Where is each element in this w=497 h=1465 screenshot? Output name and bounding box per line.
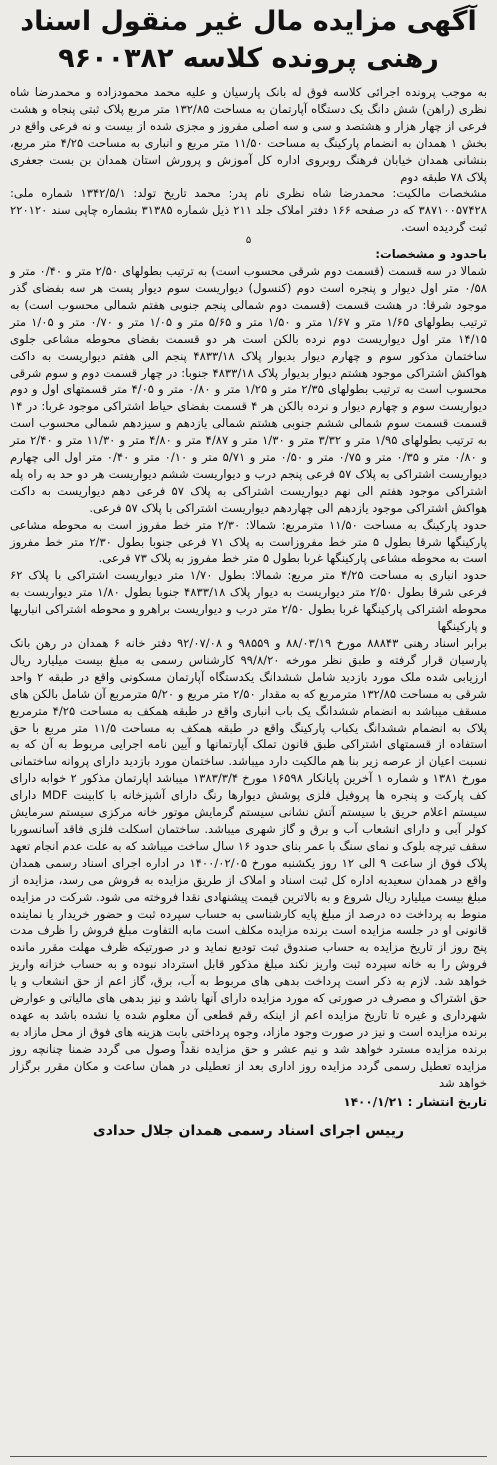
owner-specifications: مشخصات مالکیت: محمدرضا شاه نظری نام پدر: محمد تاریخ تولد: ۱۳۴۲/۵/۱ شماره ملی: ۳۸۷۱۰۰۵۷۴۲۸ که در صفحه ۱۶۶ دفتر املاک جلد ۲۱۱ ذیل شماره ۳۱۳۸۵ بشماره چاپی سند ۲۲۰۱۲۰ ثبت گردیده است. bbox=[10, 186, 487, 235]
boundaries-text: شمالا در سه قسمت (قسمت دوم شرقی محسوب است) به ترتیب بطولهای ۲/۵۰ متر و ۰/۴۰ متر و ۰/۵۸ متر اول دیوار و پنجره است دوم (کنسول) دیواریست سوم دیوار پست هر سه بفضای گذر موجود شرقا: در هشت قسمت (قسمت دوم شمالی پنجم جنوبی هفتم شمالی محسوب است) به ترتیب بطولهای ۱/۶۵ متر و ۱/۶۷ متر و ۱/۵۰ متر و ۵/۶۵ متر و ۱/۰۵ متر و ۰/۷۰ متر و ۱/۰۵ متر ۱۴/۱۵ متر اول دیواریست دوم نرده بالکن است هر دو قسمت بفضای محوطه مشاعی جلوی ساختمان مذکور سوم و چهارم دیوار بدیوار پلاک ۴۸۳۳/۱۸ پنجم الی هفتم دیواریست به داکت هواکش اشتراکی موجود هشتم دیوار بدیوار پلاک ۴۸۳۳/۱۸ جنوبا: در چهار قسمت دوم و سوم شرقی محسوب است به ترتیب بطولهای ۲/۳۵ متر و ۱/۲۵ متر و ۰/۸۰ متر و ۴/۰۵ متر قسمتهای اول و دوم دیواریست سوم و چهارم دیوار و نرده بالکن هر ۴ قسمت بفضای حیاط اشتراکی موجود غربا: در ۱۴ قسمت قسمت سوم شمالی ششم جنوبی هشتم شمالی یازدهم و سیزدهم شمالی محسوب است به ترتیب بطولهای ۱/۹۵ متر و ۳/۳۲ متر و ۱/۳۰ متر و ۴/۸۷ متر و ۴/۸۰ متر و ۱۱/۳۰ متر و ۲/۴۰ متر و ۰/۸۰ متر و ۰/۳۵ متر و ۰/۷۵ متر و ۰/۵۰ متر و ۵/۷۱ متر و ۰/۱۰ متر و ۰/۴۰ متر اول الی چهارم دیواریست اشتراکی به پلاک ۵۷ فرعی پنجم درب و دیواریست ششم دیواریست هر دو حد به راه پله اشتراکی موجود هفتم الی نهم دیواریست اشتراکی به پلاک ۵۷ فرعی دهم دیواریست به داکت هواکش اشتراکی موجود یازدهم الی چهاردهم دیواریست اشتراکی با پلاک ۵۷ فرعی. bbox=[10, 264, 488, 515]
bottom-divider bbox=[10, 1456, 487, 1457]
case-number-title: رهنی پرونده کلاسه ۹۶۰۰۳۸۲ bbox=[58, 43, 439, 74]
boundaries-label: باحدود و مشخصات: bbox=[375, 247, 487, 262]
publish-label: تاریخ انتشار : bbox=[407, 1095, 487, 1110]
page-mark: ۵ bbox=[245, 235, 252, 247]
notice-title: آگهی مزایده مال غیر منقول اسناد bbox=[20, 6, 477, 37]
publish-date: ۱۴۰۰/۱/۲۱ bbox=[343, 1095, 404, 1110]
parking-boundaries: حدود پارکینگ به مساحت ۱۱/۵۰ مترمربع: شمالا: ۲/۳۰ متر خط مفروز است به محوطه مشاعی پارکینگها شرقا بطول ۵ متر خط مفروزاست به پلاک ۷۱ فرعی جنوبا بطول ۲/۳۰ متر خط مفروز است به محوطه مشاعی پارکینگها غربا بطول ۵ متر خط مفروز به پلاک ۷۳ فرعی. bbox=[10, 517, 488, 566]
publish-date-line bbox=[10, 1093, 487, 1111]
storage-boundaries: حدود انباری به مساحت ۴/۲۵ متر مربع: شمالا: بطول ۱/۷۰ متر دیواریست اشتراکی با پلاک ۶۲ فرعی شرقا بطول ۲/۵۰ متر دیواریست به دیوار پلاک ۴۸۳۳/۱۸ جنوبا بطول ۱/۸۰ متر دیواریست به محوطه اشتراکی پارکینگها غربا بطول ۲/۵۰ متر درب و دیواریست براهرو و محوطه اشتراکی انباریها و پارکینگها bbox=[10, 568, 488, 634]
signature-line: رییس اجرای اسناد رسمی همدان جلال حدادی bbox=[92, 1123, 405, 1140]
auction-details: برابر اسناد رهنی ۸۸۸۴۳ مورخ ۸۸/۰۳/۱۹ و ۹۸۵۵۹ و ۹۲/۰۷/۰۸ دفتر خانه ۶ همدان در رهن بانک پارسیان قرار گرفته و طبق نظر مورخه ۹۹/۸/۲۰ کارشناس رسمی به مبلغ بیست میلیارد ریال ارزیابی شده ملک مورد بازدید شامل ششدانگ یکدستگاه آپارتمان مسکونی واقع در طبقه ۲ واحد شرقی به مساحت ۱۳۲/۸۵ مترمربع که به مقدار ۲/۵۰ متر مربع و ۵/۲۰ مترمربع آن شامل بالکن های مسقف میباشد به انضمام ششدانگ یک باب انباری واقع در طبقه همکف به مساحت ۴/۲۵ مترمربع پلاک به انضمام ششدانگ یکباب پارکینگ واقع در طبقه همکف به مساحت ۱۱/۵ متر مربع با حق استفاده از قسمتهای اشتراکی طبق قانون تملک آپارتمانها و آیین نامه اجرایی مربوط به آن که به نسبت اعیان از عرصه زیر بنا هم مالکیت دارد میباشد. ساختمان مورد بازدید دارای پروانه ساختمانی مورخ ۱۳۸۱ و شماره ۱ آخرین پایانکار ۱۶۵۹۸ مورخ ۱۳۸۳/۳/۴ میباشد اپارتمان مذکور ۲ خوابه دارای کف پارکت و پنجره ها پروفیل فلزی پوشش دیوارها رنگ دارای آشپزخانه با کابینت MDF دارای سیستم اعلام حریق با سیستم آتش نشانی سیستم گرمایش موتور خانه مرکزی سیستم سرمایش کولر آبی و دارای انشعاب آب و برق و گاز شهری میباشد. ساختمان اسکلت فلزی فاقد آسانسوربا سقف تیرچه بلوک و نمای سنگ با عمر بنای حدود ۱۶ سال ساخت میباشد که به علت عدم انجام تعهد پلاک فوق از ساعت ۹ الی ۱۲ روز یکشنبه مورخ ۱۴۰۰/۰۲/۰۵ در اداره اجرای اسناد رسمی همدان واقع در همدان سعیدیه اداره کل ثبت اسناد و املاک از طریق مزایده به فروش می رسد، مزایده از مبلغ بیست میلیارد ریال شروع و به بالاترین قیمت پیشنهادی نقدا فروخته می شود. شرکت در مزایده منوط به پرداخت ده درصد از مبلغ پایه کارشناسی به حساب سپرده ثبت و حضور خریدار یا نماینده قانونی او در جلسه مزایده است برنده مزایده مکلف است مابه التفاوت مبلغ فروش را ظرف مدت پنج روز از تاریخ مزایده به حساب صندوق ثبت تودیع نماید و در صورتیکه ظرف مهلت مقرر مانده فروش را به خانه سپرده ثبت واریز نکند مبلغ مذکور قابل استرداد نبوده و به حساب خزانه واریز خواهد شد. لازم به ذکر است پرداخت بدهی های مربوط به آب، برق، گاز اعم از حق انشعاب و یا حق اشتراک و مصرف در صورتی که مورد مزایده دارای آنها باشد و نیز بدهی های مالیاتی و عوارض شهرداری و غیره تا تاریخ مزایده اعم از اینکه رقم قطعی آن معلوم شده یا نشده باشد به عهده برنده مزایده است و نیز در صورت وجود مازاد، وجوه پرداختی بابت هزینه های فوق از محل مازاد به برنده مزایده مسترد خواهد شد و نیم عشر و حق مزایده نقداً وصول می گردد ضمنا چنانچه روز مزایده تعطیل رسمی گردد مزایده روز اداری بعد از تعطیلی در همان ساعت و مکان مقرر برگزار خواهد شد bbox=[9, 636, 488, 1090]
notice-intro: به موجب پرونده اجرائی کلاسه فوق له بانک پارسیان و علیه محمد محمودزاده و محمدرضا شاه نظری (راهن) شش دانگ یک دستگاه آپارتمان به مساحت ۱۳۲/۸۵ متر مربع پلاک ثبتی پنجاه و هشت فرعی از چهار هزار و هشتصد و سی و سه اصلی مفروز و مجزی شده از بیست و نه فرعی واقع در بخش ۱ همدان به انضمام پارکینگ به مساحت ۱۱/۵۰ متر مربع و انباری به مساحت ۴/۲۵ متر مربع، بنشانی همدان خیابان فرهنگ روبروی اداره کل آموزش و پرورش استان همدان بن بست جعفری پلاک ۷۸ طبقه دوم bbox=[10, 85, 487, 184]
